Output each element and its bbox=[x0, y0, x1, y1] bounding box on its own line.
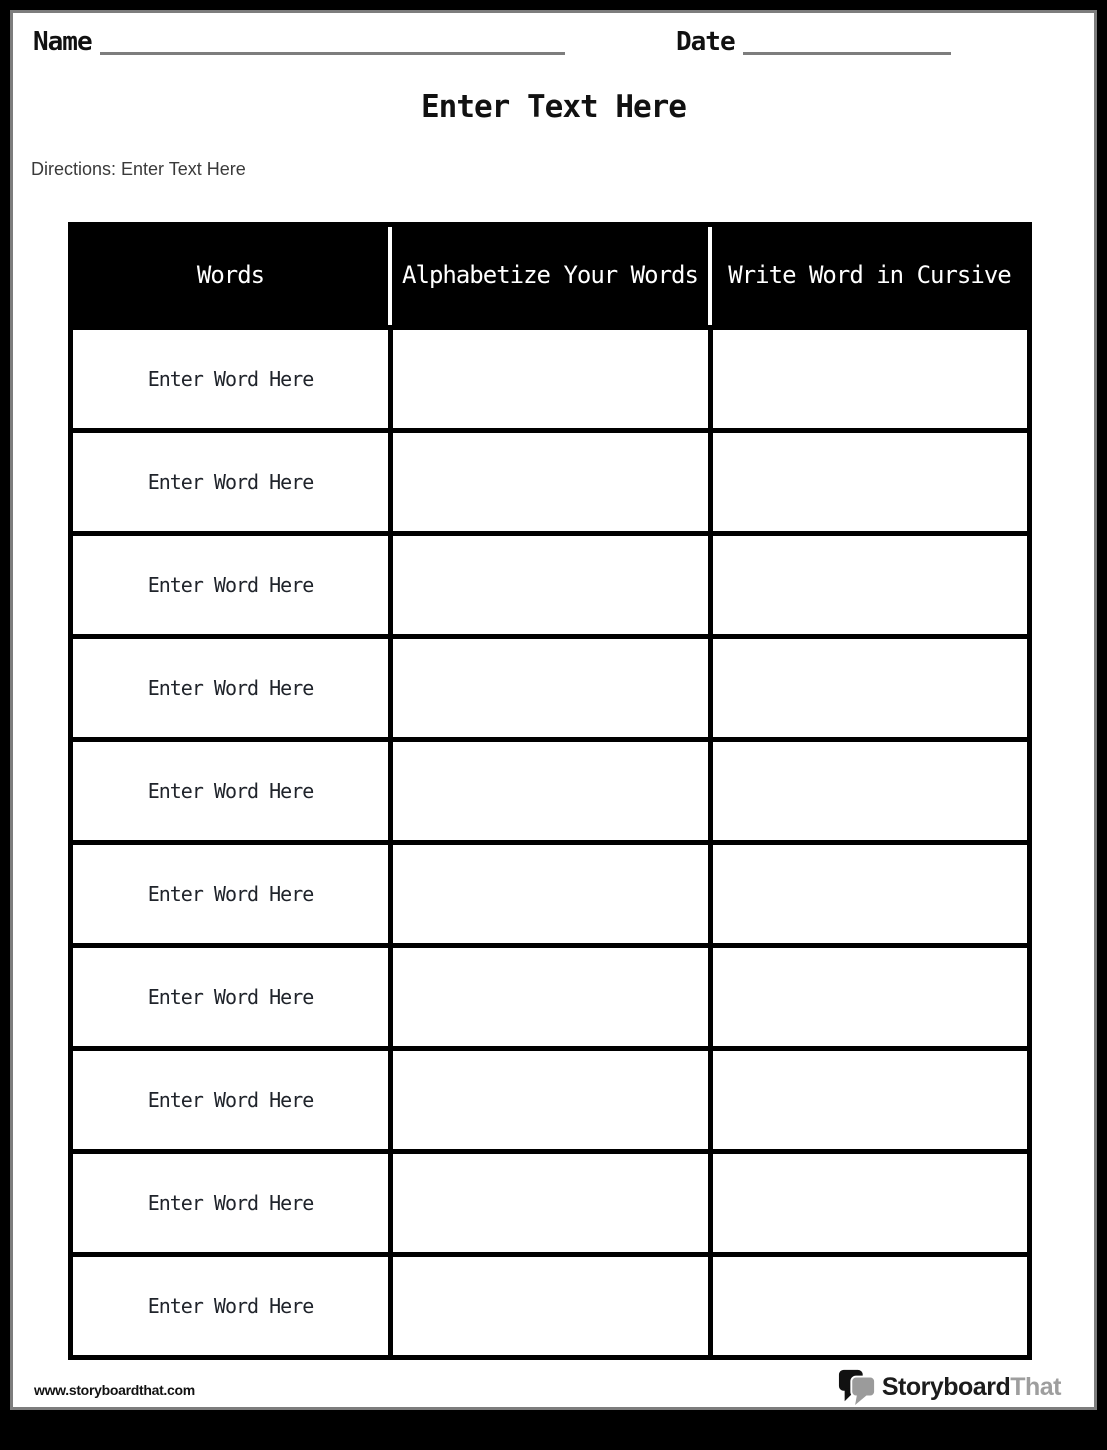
word-placeholder[interactable]: Enter Word Here bbox=[147, 367, 314, 391]
header-words[interactable]: Words bbox=[196, 261, 265, 290]
worksheet-page bbox=[10, 10, 1097, 1410]
table-row bbox=[73, 428, 1027, 531]
alphabetize-cell bbox=[388, 639, 708, 737]
header-alphabetize[interactable]: Alphabetize Your Words bbox=[388, 227, 708, 325]
word-placeholder[interactable]: Enter Word Here bbox=[147, 470, 314, 494]
table-row bbox=[73, 840, 1027, 943]
storyboardthat-logo bbox=[837, 1368, 1061, 1406]
alphabetize-cell bbox=[388, 330, 708, 428]
word-placeholder[interactable]: Enter Word Here bbox=[147, 882, 314, 906]
table-row bbox=[73, 1149, 1027, 1252]
cursive-cell bbox=[708, 948, 1027, 1046]
cursive-cell bbox=[708, 742, 1027, 840]
cursive-cell bbox=[708, 536, 1027, 634]
alphabetize-cell bbox=[388, 1257, 708, 1355]
directions-text[interactable]: Directions: Enter Text Here bbox=[31, 159, 246, 179]
table-row bbox=[73, 531, 1027, 634]
name-label: Name bbox=[33, 27, 92, 57]
worksheet-title[interactable]: Enter Text Here bbox=[421, 89, 686, 125]
logo-text-that: That bbox=[1010, 1372, 1061, 1401]
word-placeholder[interactable]: Enter Word Here bbox=[147, 1191, 314, 1215]
cursive-cell bbox=[708, 845, 1027, 943]
date-label: Date bbox=[676, 27, 735, 57]
table-row bbox=[73, 737, 1027, 840]
table-header-row bbox=[73, 227, 1027, 325]
alphabetize-cell bbox=[388, 948, 708, 1046]
alphabetize-cell bbox=[388, 742, 708, 840]
alphabetize-cell bbox=[388, 433, 708, 531]
cursive-cell bbox=[708, 1051, 1027, 1149]
table-row bbox=[73, 1252, 1027, 1355]
cursive-cell bbox=[708, 433, 1027, 531]
table-row bbox=[73, 325, 1027, 428]
table-row bbox=[73, 943, 1027, 1046]
word-placeholder[interactable]: Enter Word Here bbox=[147, 1294, 314, 1318]
cursive-cell bbox=[708, 639, 1027, 737]
header-cursive[interactable]: Write Word in Cursive bbox=[708, 227, 1027, 325]
logo-wordmark bbox=[882, 1373, 1061, 1402]
alphabetize-cell bbox=[388, 1154, 708, 1252]
word-placeholder[interactable]: Enter Word Here bbox=[147, 779, 314, 803]
word-placeholder[interactable]: Enter Word Here bbox=[147, 573, 314, 597]
website-url: www.storyboardthat.com bbox=[34, 1382, 195, 1398]
alphabetize-cell bbox=[388, 845, 708, 943]
word-placeholder[interactable]: Enter Word Here bbox=[147, 1088, 314, 1112]
date-blank-line bbox=[743, 29, 951, 55]
worksheet-table bbox=[68, 222, 1032, 1360]
alphabetize-cell bbox=[388, 536, 708, 634]
date-field bbox=[676, 29, 951, 55]
table-row bbox=[73, 634, 1027, 737]
logo-text-storyboard: Storyboard bbox=[881, 1372, 1011, 1401]
name-blank-line bbox=[100, 29, 565, 55]
cursive-cell bbox=[708, 1257, 1027, 1355]
cursive-cell bbox=[708, 330, 1027, 428]
word-placeholder[interactable]: Enter Word Here bbox=[147, 676, 314, 700]
cursive-cell bbox=[708, 1154, 1027, 1252]
word-placeholder[interactable]: Enter Word Here bbox=[147, 985, 314, 1009]
name-field bbox=[33, 29, 565, 55]
alphabetize-cell bbox=[388, 1051, 708, 1149]
speech-bubbles-icon bbox=[837, 1368, 877, 1406]
table-row bbox=[73, 1046, 1027, 1149]
